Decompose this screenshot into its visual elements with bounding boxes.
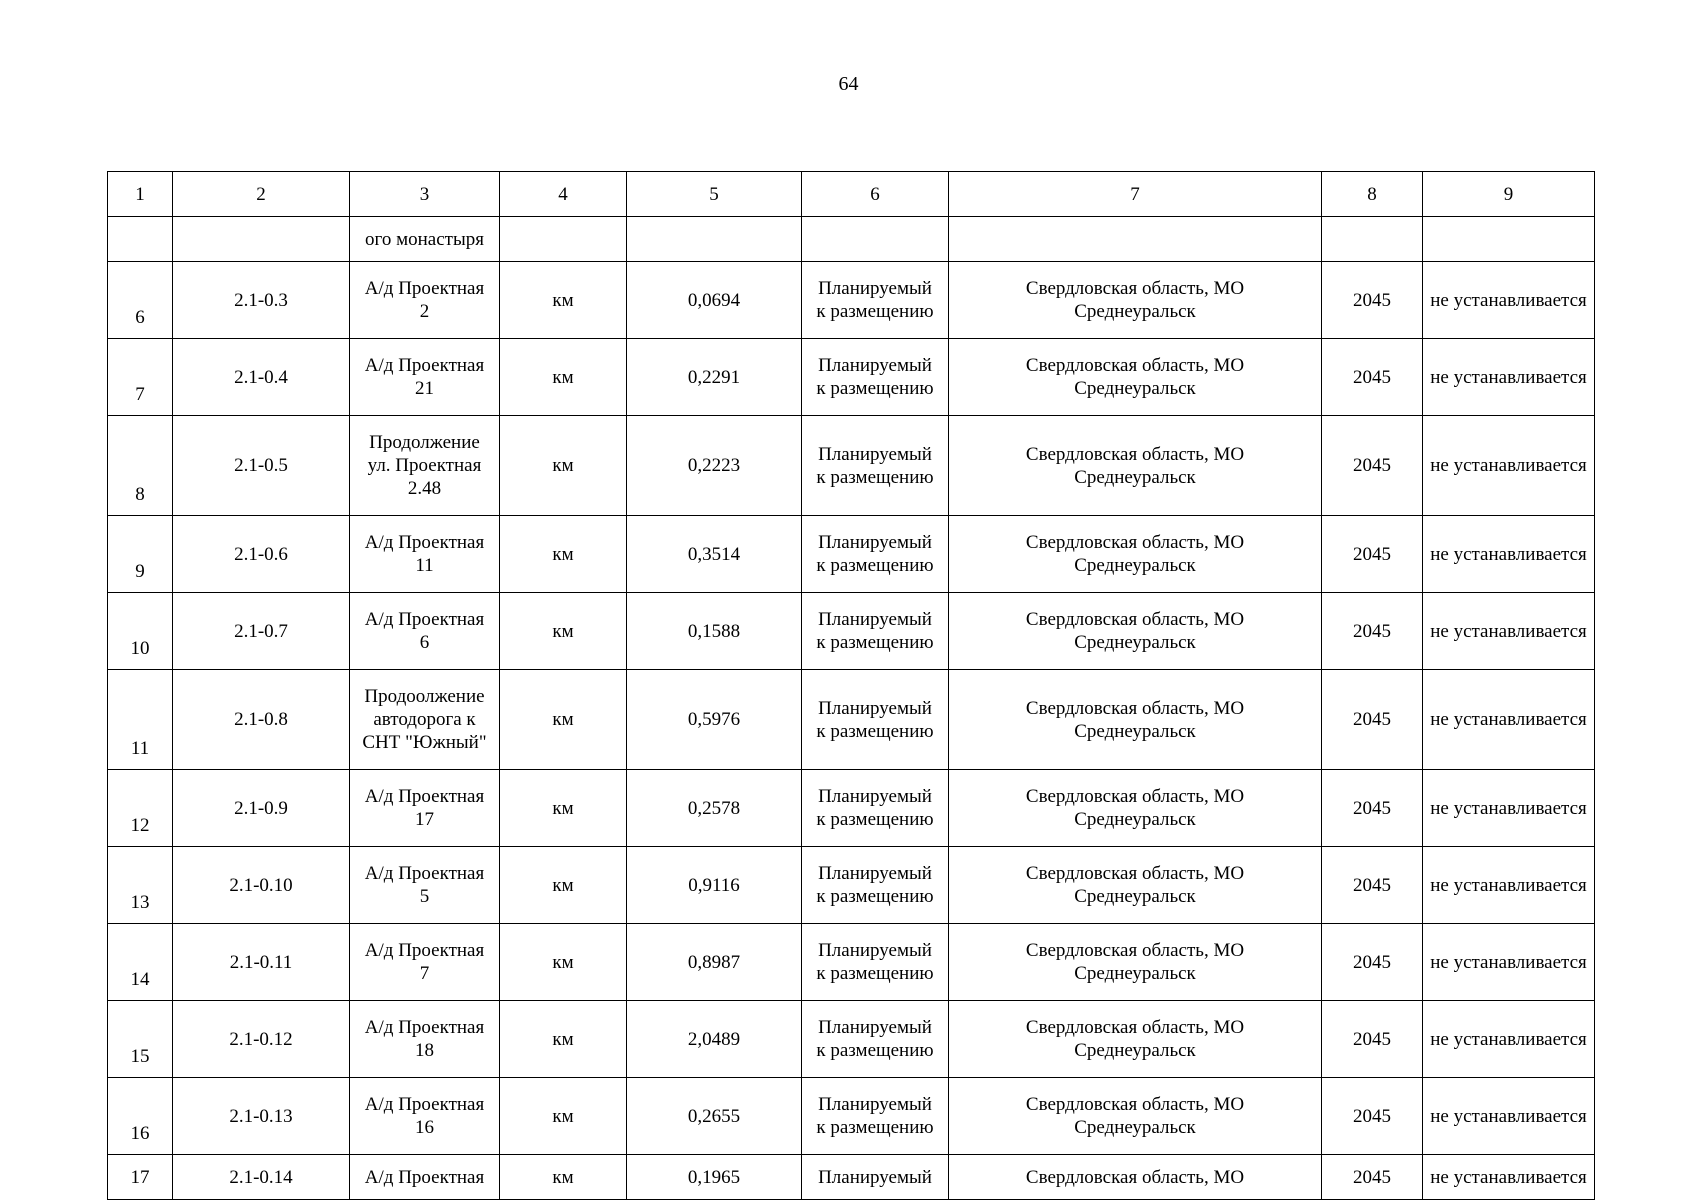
cell-line: Свердловская область, МО bbox=[1025, 609, 1245, 630]
year-cell: 2045 bbox=[1322, 1001, 1423, 1078]
cell-line: к размещению bbox=[816, 466, 934, 488]
table-row bbox=[108, 847, 1595, 924]
value-cell: 0,2291 bbox=[627, 339, 802, 416]
header-cell: 9 bbox=[1423, 172, 1595, 217]
cell-line: Планируемый bbox=[818, 1166, 932, 1188]
cell-line: к размещению bbox=[816, 1040, 934, 1061]
status-cell bbox=[802, 262, 949, 339]
status-cell bbox=[802, 1078, 949, 1155]
zone-cell: не устанавливается bbox=[1423, 262, 1595, 339]
cell-line: к размещению bbox=[816, 378, 934, 399]
header-cell: 6 bbox=[802, 172, 949, 217]
location-cell bbox=[949, 516, 1322, 593]
cell-line: Среднеуральск bbox=[1074, 963, 1196, 984]
value-cell: 0,1588 bbox=[627, 593, 802, 670]
cell-line: Среднеуральск bbox=[1074, 1040, 1196, 1061]
zone-cell: не устанавливается bbox=[1423, 516, 1595, 593]
zone-cell: не устанавливается bbox=[1423, 1078, 1595, 1155]
cell-line: А/д Проектная bbox=[364, 1017, 485, 1038]
zone-cell: не устанавливается bbox=[1423, 593, 1595, 670]
cell-line: Среднеуральск bbox=[1074, 466, 1196, 488]
header-cell: 4 bbox=[500, 172, 627, 217]
value-cell: 0,5976 bbox=[627, 670, 802, 770]
location-cell bbox=[949, 262, 1322, 339]
cell-line: Планируемый bbox=[818, 532, 932, 553]
cell-line: Планируемый bbox=[818, 1017, 932, 1038]
status-cell bbox=[802, 1001, 949, 1078]
unit-cell: км bbox=[500, 670, 627, 770]
table-cell bbox=[627, 217, 802, 262]
object-name-cell bbox=[350, 1155, 500, 1200]
row-number-cell: 12 bbox=[108, 770, 173, 847]
cell-line: Свердловская область, МО bbox=[1025, 940, 1245, 961]
cell-line: Свердловская область, МО bbox=[1025, 786, 1245, 807]
row-number-cell: 15 bbox=[108, 1001, 173, 1078]
cell-line: Продоолжение bbox=[364, 686, 485, 707]
row-number-cell: 9 bbox=[108, 516, 173, 593]
table-header-row bbox=[108, 172, 1595, 217]
unit-cell: км bbox=[500, 924, 627, 1001]
cell-line: к размещению bbox=[816, 632, 934, 653]
header-cell: 5 bbox=[627, 172, 802, 217]
value-cell: 0,2223 bbox=[627, 416, 802, 516]
object-name-cell bbox=[350, 847, 500, 924]
cell-line: 2.48 bbox=[407, 478, 442, 499]
status-cell bbox=[802, 924, 949, 1001]
table-row bbox=[108, 339, 1595, 416]
cell-line: Свердловская область, МО bbox=[1025, 697, 1245, 719]
cell-line: Среднеуральск bbox=[1074, 809, 1196, 830]
code-cell: 2.1-0.14 bbox=[173, 1155, 350, 1200]
status-cell bbox=[802, 416, 949, 516]
zone-cell: не устанавливается bbox=[1423, 416, 1595, 516]
row-number-cell: 10 bbox=[108, 593, 173, 670]
table-row bbox=[108, 770, 1595, 847]
code-cell: 2.1-0.7 bbox=[173, 593, 350, 670]
cell-line: 6 bbox=[419, 632, 430, 653]
location-cell bbox=[949, 1155, 1322, 1200]
code-cell: 2.1-0.5 bbox=[173, 416, 350, 516]
cell-line: А/д Проектная bbox=[364, 1166, 485, 1188]
year-cell: 2045 bbox=[1322, 416, 1423, 516]
objects-table bbox=[107, 171, 1595, 1200]
value-cell: 0,2655 bbox=[627, 1078, 802, 1155]
table-cell: ого монастыря bbox=[350, 217, 500, 262]
cell-line: 2 bbox=[419, 301, 430, 322]
cell-line: автодорога к bbox=[373, 709, 476, 730]
unit-cell: км bbox=[500, 1155, 627, 1200]
year-cell: 2045 bbox=[1322, 593, 1423, 670]
cell-line: Свердловская область, МО bbox=[1025, 443, 1245, 465]
table-cell bbox=[108, 217, 173, 262]
header-cell: 8 bbox=[1322, 172, 1423, 217]
table-row bbox=[108, 1155, 1595, 1200]
cell-line: 17 bbox=[415, 809, 434, 830]
location-cell bbox=[949, 339, 1322, 416]
code-cell: 2.1-0.9 bbox=[173, 770, 350, 847]
code-cell: 2.1-0.11 bbox=[173, 924, 350, 1001]
unit-cell: км bbox=[500, 770, 627, 847]
value-cell: 2,0489 bbox=[627, 1001, 802, 1078]
header-cell: 7 bbox=[949, 172, 1322, 217]
cell-line: А/д Проектная bbox=[364, 278, 485, 299]
cell-line: Среднеуральск bbox=[1074, 720, 1196, 742]
object-name-cell bbox=[350, 262, 500, 339]
status-cell bbox=[802, 670, 949, 770]
cell-line: Свердловская область, МО bbox=[1025, 863, 1245, 884]
cell-line: ул. Проектная bbox=[367, 455, 482, 476]
zone-cell: не устанавливается bbox=[1423, 847, 1595, 924]
value-cell: 0,3514 bbox=[627, 516, 802, 593]
location-cell bbox=[949, 670, 1322, 770]
table-cell bbox=[1423, 217, 1595, 262]
row-number-cell: 6 bbox=[108, 262, 173, 339]
cell-line: к размещению bbox=[816, 301, 934, 322]
cell-line: к размещению bbox=[816, 555, 934, 576]
value-cell: 0,0694 bbox=[627, 262, 802, 339]
cell-line: к размещению bbox=[816, 963, 934, 984]
code-cell: 2.1-0.4 bbox=[173, 339, 350, 416]
value-cell: 0,2578 bbox=[627, 770, 802, 847]
cell-line: Планируемый bbox=[818, 940, 932, 961]
location-cell bbox=[949, 847, 1322, 924]
object-name-cell bbox=[350, 516, 500, 593]
table-row bbox=[108, 516, 1595, 593]
zone-cell: не устанавливается bbox=[1423, 339, 1595, 416]
header-cell: 3 bbox=[350, 172, 500, 217]
cell-line: Продолжение bbox=[369, 432, 480, 453]
zone-cell: не устанавливается bbox=[1423, 670, 1595, 770]
cell-line: Планируемый bbox=[818, 1094, 932, 1115]
location-cell bbox=[949, 1001, 1322, 1078]
cell-line: Планируемый bbox=[818, 355, 932, 376]
cell-line: Среднеуральск bbox=[1074, 555, 1196, 576]
cell-line: к размещению bbox=[816, 886, 934, 907]
status-cell bbox=[802, 593, 949, 670]
row-number-cell: 7 bbox=[108, 339, 173, 416]
cell-line: Среднеуральск bbox=[1074, 1117, 1196, 1138]
table-row bbox=[108, 1001, 1595, 1078]
zone-cell: не устанавливается bbox=[1423, 924, 1595, 1001]
cell-line: Среднеуральск bbox=[1074, 378, 1196, 399]
row-number-cell: 13 bbox=[108, 847, 173, 924]
page-number: 64 bbox=[838, 73, 859, 95]
zone-cell: не устанавливается bbox=[1423, 1155, 1595, 1200]
cell-line: к размещению bbox=[816, 720, 934, 742]
cell-line: А/д Проектная bbox=[364, 940, 485, 961]
cell-line: Среднеуральск bbox=[1074, 301, 1196, 322]
object-name-cell bbox=[350, 670, 500, 770]
cell-line: Свердловская область, МО bbox=[1025, 1017, 1245, 1038]
value-cell: 0,9116 bbox=[627, 847, 802, 924]
status-cell bbox=[802, 516, 949, 593]
cell-line: Планируемый bbox=[818, 786, 932, 807]
unit-cell: км bbox=[500, 593, 627, 670]
object-name-cell bbox=[350, 770, 500, 847]
cell-line: Планируемый bbox=[818, 863, 932, 884]
cell-line: Свердловская область, МО bbox=[1025, 532, 1245, 553]
table-row bbox=[108, 416, 1595, 516]
cell-line: 11 bbox=[415, 555, 434, 576]
code-cell: 2.1-0.6 bbox=[173, 516, 350, 593]
table-row bbox=[108, 593, 1595, 670]
row-number-cell: 8 bbox=[108, 416, 173, 516]
cell-line: 7 bbox=[419, 963, 430, 984]
cell-line: Среднеуральск bbox=[1074, 886, 1196, 907]
year-cell: 2045 bbox=[1322, 1155, 1423, 1200]
row-number-cell: 11 bbox=[108, 670, 173, 770]
table-row bbox=[108, 924, 1595, 1001]
table-cell bbox=[1322, 217, 1423, 262]
zone-cell: не устанавливается bbox=[1423, 1001, 1595, 1078]
code-cell: 2.1-0.13 bbox=[173, 1078, 350, 1155]
object-name-cell bbox=[350, 339, 500, 416]
year-cell: 2045 bbox=[1322, 770, 1423, 847]
cell-line: Планируемый bbox=[818, 609, 932, 630]
cell-line: к размещению bbox=[816, 809, 934, 830]
table-cell bbox=[500, 217, 627, 262]
cell-line: А/д Проектная bbox=[364, 355, 485, 376]
location-cell bbox=[949, 416, 1322, 516]
value-cell: 0,8987 bbox=[627, 924, 802, 1001]
year-cell: 2045 bbox=[1322, 516, 1423, 593]
object-name-cell bbox=[350, 924, 500, 1001]
cell-line: А/д Проектная bbox=[364, 786, 485, 807]
row-number-cell: 16 bbox=[108, 1078, 173, 1155]
status-cell bbox=[802, 770, 949, 847]
status-cell bbox=[802, 339, 949, 416]
unit-cell: км bbox=[500, 416, 627, 516]
table-cell bbox=[802, 217, 949, 262]
row-number-cell: 14 bbox=[108, 924, 173, 1001]
object-name-cell bbox=[350, 1078, 500, 1155]
row-number-cell: 17 bbox=[108, 1155, 173, 1200]
unit-cell: км bbox=[500, 262, 627, 339]
object-name-cell bbox=[350, 1001, 500, 1078]
code-cell: 2.1-0.3 bbox=[173, 262, 350, 339]
cell-line: Планируемый bbox=[818, 697, 932, 719]
cell-line: Свердловская область, МО bbox=[1025, 278, 1245, 299]
location-cell bbox=[949, 593, 1322, 670]
table-row bbox=[108, 670, 1595, 770]
status-cell bbox=[802, 1155, 949, 1200]
status-cell bbox=[802, 847, 949, 924]
cell-line: Свердловская область, МО bbox=[1025, 1166, 1245, 1188]
cell-line: Свердловская область, МО bbox=[1025, 1094, 1245, 1115]
cell-line: А/д Проектная bbox=[364, 863, 485, 884]
cell-line: 18 bbox=[415, 1040, 434, 1061]
year-cell: 2045 bbox=[1322, 339, 1423, 416]
location-cell bbox=[949, 1078, 1322, 1155]
object-name-cell bbox=[350, 593, 500, 670]
unit-cell: км bbox=[500, 1001, 627, 1078]
year-cell: 2045 bbox=[1322, 1078, 1423, 1155]
year-cell: 2045 bbox=[1322, 670, 1423, 770]
cell-line: 21 bbox=[415, 378, 434, 399]
cell-line: Планируемый bbox=[818, 443, 932, 465]
unit-cell: км bbox=[500, 516, 627, 593]
value-cell: 0,1965 bbox=[627, 1155, 802, 1200]
table-row bbox=[108, 1078, 1595, 1155]
code-cell: 2.1-0.8 bbox=[173, 670, 350, 770]
cell-line: 16 bbox=[415, 1117, 434, 1138]
zone-cell: не устанавливается bbox=[1423, 770, 1595, 847]
cell-line: А/д Проектная bbox=[364, 1094, 485, 1115]
year-cell: 2045 bbox=[1322, 924, 1423, 1001]
unit-cell: км bbox=[500, 847, 627, 924]
cell-line: Среднеуральск bbox=[1074, 632, 1196, 653]
code-cell: 2.1-0.12 bbox=[173, 1001, 350, 1078]
unit-cell: км bbox=[500, 339, 627, 416]
cell-line: СНТ "Южный" bbox=[362, 732, 487, 753]
cell-line: А/д Проектная bbox=[364, 532, 485, 553]
year-cell: 2045 bbox=[1322, 847, 1423, 924]
cell-line: А/д Проектная bbox=[364, 609, 485, 630]
cell-line: 5 bbox=[419, 886, 430, 907]
continuation-row bbox=[108, 217, 1595, 262]
cell-line: к размещению bbox=[816, 1117, 934, 1138]
object-name-cell bbox=[350, 416, 500, 516]
header-cell: 2 bbox=[173, 172, 350, 217]
table-cell bbox=[173, 217, 350, 262]
unit-cell: км bbox=[500, 1078, 627, 1155]
code-cell: 2.1-0.10 bbox=[173, 847, 350, 924]
cell-line: Планируемый bbox=[818, 278, 932, 299]
location-cell bbox=[949, 924, 1322, 1001]
year-cell: 2045 bbox=[1322, 262, 1423, 339]
header-cell: 1 bbox=[108, 172, 173, 217]
cell-line: Свердловская область, МО bbox=[1025, 355, 1245, 376]
table-row bbox=[108, 262, 1595, 339]
table-cell bbox=[949, 217, 1322, 262]
location-cell bbox=[949, 770, 1322, 847]
table-body bbox=[108, 172, 1595, 1200]
